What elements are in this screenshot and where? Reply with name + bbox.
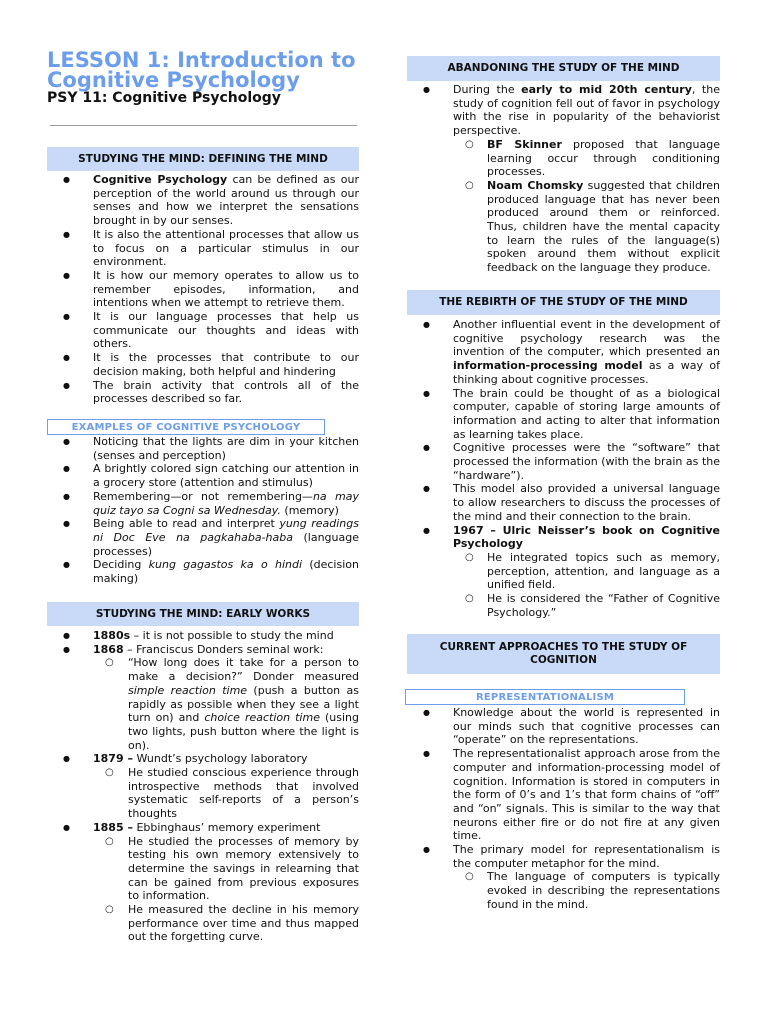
abandoning-list [407,83,720,275]
sub-list [93,766,359,821]
subheading-representationalism: REPRESENTATIONALISM [405,689,685,705]
list-item: ● The primary model for representationalism is the computer metaphor for the mind. ○ The language of computers is typically evoked in describing the representations found in the mind. [407,843,720,912]
sub-list-item: ○ He studied conscious experience through introspective methods that involved systematic self-reports of a person’s thoughts [93,766,359,821]
section-heading-abandoning: ABANDONING THE STUDY OF THE MIND [407,56,720,81]
sub-list-item: ○ Noam Chomsky suggested that children produced language that has never been produced around them or reinforced. Thus, children have the mental capacity to learn the rules of the language(s) spoken around them without explicit feedback on the language they produce. [453,179,720,275]
list-item: ● This model also provided a universal language to allow researchers to discuss the processes of the mind and their connection to the brain. [407,482,720,523]
subheading-examples: EXAMPLES OF COGNITIVE PSYCHOLOGY [47,419,325,435]
sub-list-item: ○ The language of computers is typically evoked in describing the representations found in the mind. [453,870,720,911]
section-heading-defining-mind: STUDYING THE MIND: DEFINING THE MIND [47,147,359,171]
list-item: ● 1868 – Franciscus Donders seminal work: ○ “How long does it take for a person to make a decision?” Donder measured simple reaction time (push a button as rapidly as possible when they see a light turn on) and choice reaction time (using two lights, push button where the light is on). [47,643,359,753]
sub-list [93,835,359,945]
sub-list-item: ○ He measured the decline in his memory performance over time and thus mapped out the forgetting curve. [93,903,359,944]
list-item: ● Knowledge about the world is represented in our minds such that cognitive processes can “operate” on the representations. [407,706,720,747]
examples-list [47,435,359,586]
list-item: ● It is also the attentional processes that allow us to focus on a particular stimulus in our environment. [47,228,359,269]
section-heading-current-approaches: CURRENT APPROACHES TO THE STUDY OF COGNITION [407,634,720,674]
sub-list-item: ○ He is considered the “Father of Cognitive Psychology.” [453,592,720,619]
lesson-title: LESSON 1: Introduction to Cognitive Psychology [47,48,356,92]
early-works-list [47,629,359,944]
sub-list [453,551,720,620]
representationalism-list [407,706,720,912]
section-heading-early-works: STUDYING THE MIND: EARLY WORKS [47,602,359,626]
list-item: ● The brain activity that controls all of the processes described so far. [47,379,359,406]
list-item: ● Another influential event in the development of cognitive psychology research was the invention of the computer, which presented an information-processing model as a way of thinking about cognitive processes. [407,318,720,387]
sub-list-item: ○ “How long does it take for a person to make a decision?” Donder measured simple reaction time (push a button as rapidly as possible when they see a light turn on) and choice reaction time (using two lights, push button where the light is on). [93,656,359,752]
list-item: ● Cognitive processes were the “software” that processed the information (with the brain as the “hardware”). [407,441,720,482]
sub-list-item: ○ BF Skinner proposed that language learning occur through conditioning processes. [453,138,720,179]
list-item: ● It is how our memory operates to allow us to remember episodes, information, and intentions when we attempt to retrieve them. [47,269,359,310]
sub-list-item: ○ He integrated topics such as memory, perception, attention, and language as a unified field. [453,551,720,592]
defining-mind-list [47,173,359,406]
list-item: ● Being able to read and interpret yung readings ni Doc Eve na pagkahaba-haba (language processes) [47,517,359,558]
list-item: ● 1885 – Ebbinghaus’ memory experiment ○ He studied the processes of memory by testing his own memory extensively to determine the savings in relearning that can be gained from previous exposures to information. ○ He measured the decline in his memory performance over time and thus mapped out the forgetting curve. [47,821,359,944]
list-item: ● Remembering—or not remembering—na may quiz tayo sa Cogni sa Wednesday. (memory) [47,490,359,517]
list-item: ● Cognitive Psychology can be defined as our perception of the world around us through our senses and how we interpret the sensations brought in by our senses. [47,173,359,228]
list-item: ● 1967 – Ulric Neisser’s book on Cognitive Psychology ○ He integrated topics such as memory, perception, attention, and language as a unified field. ○ He is considered the “Father of Cognitive Psychology.” [407,524,720,620]
sub-list [93,656,359,752]
list-item: ● 1879 – Wundt’s psychology laboratory ○ He studied conscious experience through introspective methods that involved systematic self-reports of a person’s thoughts [47,752,359,821]
title-divider [50,125,357,126]
course-title: PSY 11: Cognitive Psychology [47,90,281,106]
sub-list-item: ○ He studied the processes of memory by testing his own memory extensively to determine the savings in relearning that can be gained from previous exposures to information. [93,835,359,904]
list-item: ● The representationalist approach arose from the computer and information-processing model of cognition. Information is stored in computers in the form of 0’s and 1’s that form chains of “off” and “on” signals. This is similar to the way that neurons either fire or do not fire at any given time. [407,747,720,843]
list-item: ● Deciding kung gagastos ka o hindi (decision making) [47,558,359,585]
list-item: ● It is the processes that contribute to our decision making, both helpful and hindering [47,351,359,378]
list-item: ● The brain could be thought of as a biological computer, capable of storing large amounts of information and acting to alter that information as learning takes place. [407,387,720,442]
rebirth-list [407,318,720,619]
sub-list [453,138,720,275]
sub-list [453,870,720,911]
list-item: ● During the early to mid 20th century, the study of cognition fell out of favor in psychology with the rise in popularity of the behaviorist perspective. ○ BF Skinner proposed that language learning occur through conditioning processes. ○ Noam Chomsky suggested that children produced language that has never been produced around them or reinforced. Thus, children have the mental capacity to learn the rules of the language(s) spoken around them without explicit feedback on the language they produce. [407,83,720,275]
section-heading-rebirth: THE REBIRTH OF THE STUDY OF THE MIND [407,290,720,315]
list-item: ● It is our language processes that help us communicate our thoughts and ideas with others. [47,310,359,351]
list-item: ● Noticing that the lights are dim in your kitchen (senses and perception) [47,435,359,462]
list-item: ● A brightly colored sign catching our attention in a grocery store (attention and stimulus) [47,462,359,489]
list-item: ● 1880s – it is not possible to study the mind [47,629,359,643]
